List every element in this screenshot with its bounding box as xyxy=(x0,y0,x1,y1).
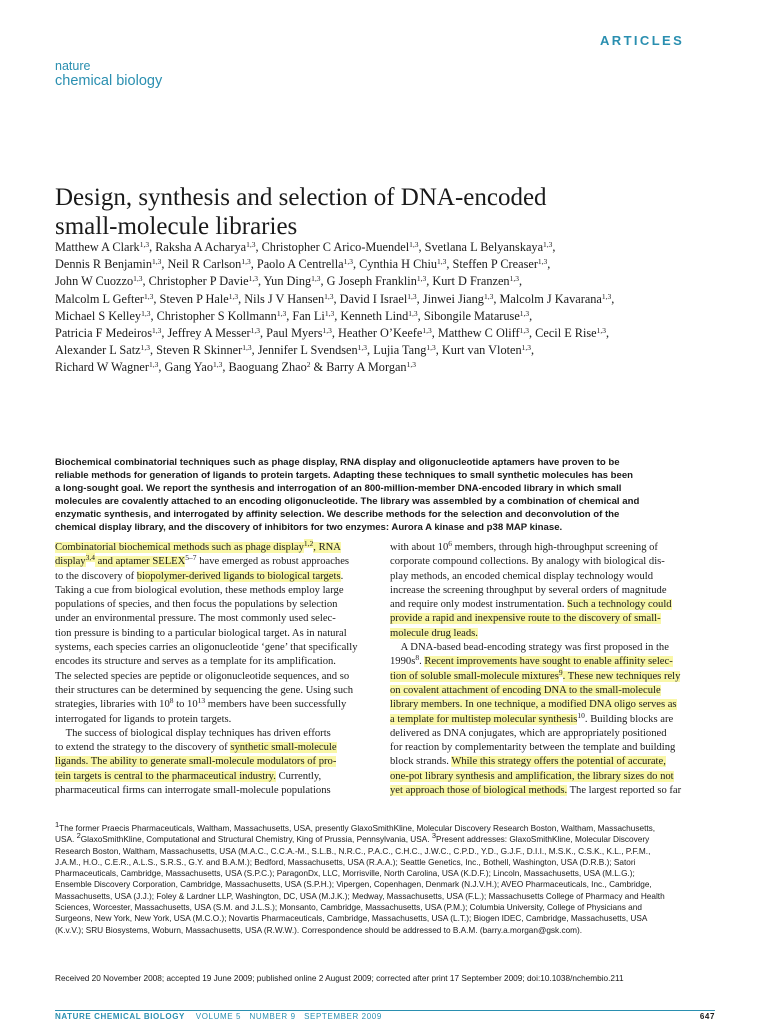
author-name: , xyxy=(552,240,556,254)
author-name: Patricia F Medeiros xyxy=(55,326,152,341)
reference-superscript: 9 xyxy=(558,667,563,677)
author-name: , Cynthia H Chiu xyxy=(352,257,438,272)
author-line xyxy=(55,308,735,325)
body-line xyxy=(390,598,714,612)
affiliation-marker: 1,3 xyxy=(311,274,321,284)
text-run: to the discovery of xyxy=(55,570,137,582)
highlighted-text: ligands. The ability to generate small-molecule modulators of pro- xyxy=(55,756,337,768)
text-run: Currently, xyxy=(275,770,322,782)
text-run: J.A.M., H.O., C.E.R., A.L.S., S.R.S., G.Y. and B.A.M.); Bedford, Massachusetts, USA (R.A.A.); Seattle Genetics, Inc., Bothell, Washington, USA (D.R.B.); Satori xyxy=(55,857,636,867)
affiliation-marker: 1,3 xyxy=(537,257,548,267)
text-run: delivered as DNA conjugates, which are appropriately positioned xyxy=(390,727,667,739)
text-run: The largest reported so far xyxy=(567,785,682,797)
highlighted-text: While this strategy offers the potential of accurate, xyxy=(451,756,666,768)
body-line xyxy=(390,641,714,655)
footnote-line xyxy=(55,891,727,902)
affiliation-marker: 1,3 xyxy=(144,291,154,301)
highlighted-text: and aptamer SELEX xyxy=(94,556,186,568)
footer-issue-info: VOLUME 5 NUMBER 9 SEPTEMBER 2009 xyxy=(195,1012,382,1021)
body-line xyxy=(55,670,379,684)
text-run: encodes its structure and serves as a template for its amplification. xyxy=(55,656,336,668)
body-line xyxy=(390,684,714,698)
author-line xyxy=(55,239,735,256)
affiliation-marker: 1,3 xyxy=(422,326,432,336)
affiliation-marker: 1,3 xyxy=(426,343,436,353)
body-column-left xyxy=(55,541,379,798)
article-title xyxy=(55,183,695,241)
reference-superscript: 6 xyxy=(448,539,453,548)
body-line xyxy=(55,541,379,555)
author-line xyxy=(55,325,735,342)
author-name: , G Joseph Franklin xyxy=(320,274,417,289)
body-line xyxy=(390,541,714,555)
affiliation-marker: 1,3 xyxy=(322,326,332,336)
body-line xyxy=(390,741,714,755)
author-name: , Christopher P Davie xyxy=(142,274,249,289)
text-run: block strands. xyxy=(390,756,452,768)
body-line xyxy=(390,784,714,798)
author-name: , Raksha A Acharya xyxy=(149,240,247,254)
text-run: pharmaceutical firms can interrogate small-molecule populations xyxy=(55,785,331,797)
affiliation-marker: 1,3 xyxy=(152,326,162,336)
text-run: Surgeons, New York, New York, USA (M.C.O.); Novartis Pharmaceuticals, Cambridge, Massachusetts, USA (L.T.); Biogen IDEC, Cambridge, Massachusetts, USA xyxy=(55,914,648,924)
affiliation-marker: 1,3 xyxy=(241,257,251,267)
title-line-1: Design, synthesis and selection of DNA-encoded xyxy=(55,184,547,211)
author-name: , xyxy=(611,291,615,306)
abstract xyxy=(55,456,715,535)
author-name: , Sibongile Mataruse xyxy=(417,308,520,323)
affiliation-marker: 1,3 xyxy=(133,274,143,284)
text-run: Pharmaceuticals, Cambridge, Massachusetts, USA (S.P.C.); ParagonDx, LLC, Morrisville, North Carolina, USA (K.D.F.); Lincoln, Massachusetts, USA (M.L.G.); xyxy=(55,869,635,879)
body-line xyxy=(55,770,379,784)
author-name: , Gang Yao xyxy=(158,360,213,375)
author-name: , Jeffrey A Messer xyxy=(161,326,251,341)
affiliation-marker: 1,3 xyxy=(409,240,419,249)
text-run: USA. xyxy=(55,835,77,845)
affiliation-marker: 1,3 xyxy=(139,240,150,249)
text-run: to extend the strategy to the discovery of xyxy=(55,742,231,754)
body-line xyxy=(390,710,714,727)
highlighted-text: display xyxy=(55,556,86,568)
author-name: , Fan Li xyxy=(286,308,325,323)
body-line xyxy=(55,684,379,698)
reference-superscript: 3 xyxy=(431,831,436,841)
author-line xyxy=(55,273,735,290)
author-name: , Cecil E Rise xyxy=(529,326,597,341)
author-name: Michael S Kelley xyxy=(55,308,142,323)
author-name: , Paolo A Centrella xyxy=(250,257,344,272)
footnote-line xyxy=(55,846,727,857)
text-run: . xyxy=(340,570,344,582)
author-name: , xyxy=(531,343,535,358)
text-run: The success of biological display techniques has driven efforts xyxy=(55,727,331,739)
author-name: , Jennifer L Svendsen xyxy=(251,343,358,358)
highlighted-text: synthetic small-molecule xyxy=(230,742,337,754)
body-line xyxy=(55,741,379,755)
text-run: play methods, an encoded chemical display technology would xyxy=(390,570,654,582)
text-run: for reaction by complementarity between the template and building xyxy=(390,742,676,754)
author-name: , Kenneth Lind xyxy=(334,308,409,323)
author-name: Matthew A Clark xyxy=(55,240,140,254)
author-name: , Steven P Hale xyxy=(153,291,229,306)
author-list xyxy=(55,239,735,377)
body-line xyxy=(55,641,379,655)
footnote-line xyxy=(55,868,727,879)
author-name: , Christopher C Arico-Muendel xyxy=(255,240,410,254)
author-name: , Malcolm J Kavarana xyxy=(493,291,602,306)
page-footer xyxy=(55,1012,715,1024)
highlighted-text: molecule drug leads. xyxy=(390,627,478,639)
abstract-line: reliable methods for generation of ligands to protein targets. Adapting these techniques to small synthetic molecules has been xyxy=(55,470,634,482)
author-name: , Kurt van Vloten xyxy=(435,343,522,358)
footnote-line xyxy=(55,902,727,913)
author-name: , David I Israel xyxy=(333,291,408,306)
affiliation-marker: 1,3 xyxy=(246,240,256,249)
affiliation-marker: 1,3 xyxy=(324,308,335,318)
body-line xyxy=(55,713,379,727)
highlighted-text: on covalent attachment of encoding DNA to the small-molecule xyxy=(390,684,661,696)
author-name: , Baoguang Zhao xyxy=(222,360,307,375)
footnote-line xyxy=(55,879,727,890)
affiliation-marker: 1,3 xyxy=(276,308,287,318)
affiliation-marker: 1,3 xyxy=(242,343,252,353)
text-run: The selected species are peptide or oligonucleotide sequences, and so xyxy=(55,670,350,682)
text-run: increase the screening throughput by several orders of magnitude xyxy=(390,584,667,596)
text-run: strategies, libraries with 10 xyxy=(55,699,170,711)
affiliation-marker: 1,3 xyxy=(483,291,494,301)
author-name: Dennis R Benjamin xyxy=(55,257,153,272)
title-line-2: small-molecule libraries xyxy=(55,213,298,240)
highlighted-text: tein targets is central to the pharmaceutical industry. xyxy=(55,770,276,782)
highlighted-text: Recent improvements have sought to enable affinity selec- xyxy=(424,656,673,668)
highlighted-text: one-pot library synthesis and amplification, the library sizes do not xyxy=(390,770,674,782)
author-name: Alexander L Satz xyxy=(55,343,141,358)
body-line xyxy=(390,555,714,569)
author-name: & Barry A Morgan xyxy=(310,360,407,375)
reference-superscript: 1,2 xyxy=(303,539,314,548)
abstract-line: a long-sought goal. We report the synthesis and interrogation of an 800-million-member DNA-encoded library in which small xyxy=(55,483,622,495)
text-run: tion pressure is binding to a particular biological target. As in natural xyxy=(55,627,347,639)
reference-superscript: 8 xyxy=(415,653,420,663)
text-run: to 10 xyxy=(173,699,198,711)
affiliation-marker: 1,3 xyxy=(141,308,151,318)
author-name: , xyxy=(518,274,523,289)
affiliation-marker: 1,3 xyxy=(357,343,368,353)
affiliation-marker: 1,3 xyxy=(596,326,607,336)
body-line xyxy=(390,727,714,741)
author-name: , Heather O’Keefe xyxy=(331,326,423,341)
affiliation-marker: 1,3 xyxy=(437,257,447,267)
text-run: Research Boston, Waltham, Massachusetts, USA (M.A.C., C.C.A.-M., S.L.B., N.R.C., P.A.C., C.H.C., J.W.C., C.P.D., Y.D., G.J.F., D.I.I., M.S.K., C.S.K., K.L., P.F.M., xyxy=(55,846,651,856)
affiliation-marker: 1,3 xyxy=(519,308,530,318)
affiliation-marker: 1,3 xyxy=(248,274,258,284)
highlighted-text: yet approach those of biological methods. xyxy=(390,785,568,797)
text-run: GlaxoSmithKline, Computational and Structural Chemistry, King of Prussia, Pennsylvania, USA. xyxy=(80,835,432,845)
author-name: , xyxy=(529,308,533,323)
reference-superscript: 8 xyxy=(169,696,174,706)
author-name: , Steffen P Creaser xyxy=(446,257,538,272)
author-name: , Christopher S Kollmann xyxy=(150,308,277,323)
author-name: Richard W Wagner xyxy=(55,360,149,375)
highlighted-text: library members. In one technique, a modified DNA oligo serves as xyxy=(390,699,677,711)
author-line xyxy=(55,256,735,273)
affiliation-marker: 1,3 xyxy=(407,291,417,301)
affiliation-marker: 1,3 xyxy=(519,326,530,336)
body-line xyxy=(390,612,714,626)
author-name: , Steven R Skinner xyxy=(149,343,243,358)
affiliation-marker: 1,3 xyxy=(543,240,553,249)
footnote-line xyxy=(55,820,727,834)
text-run: Ensemble Discovery Corporation, Cambridge, Massachusetts, USA (S.P.H.); Vipergen, Copenhagen, Denmark (N.J.V.H.); AVEO Pharmaceuticals, Inc., Cambridge, xyxy=(55,880,652,890)
text-run: Present addresses: GlaxoSmithKline, Molecular Discovery xyxy=(436,835,650,845)
page-number: 647 xyxy=(699,1012,715,1021)
text-run: 1990s xyxy=(390,656,416,668)
reference-superscript: 3,4 xyxy=(85,553,95,563)
author-line xyxy=(55,291,735,308)
reference-superscript: 10 xyxy=(577,710,585,720)
body-line xyxy=(390,570,714,584)
author-name: , Paul Myers xyxy=(260,326,323,341)
highlighted-text: tion of soluble small-molecule mixtures xyxy=(390,670,559,682)
footnote-line xyxy=(55,913,727,924)
text-run: . Building blocks are xyxy=(584,713,674,725)
body-line xyxy=(55,555,379,569)
author-name: , Svetlana L Belyanskaya xyxy=(418,240,544,254)
logo-line-2: chemical biology xyxy=(55,72,163,89)
author-line xyxy=(55,342,735,359)
text-run: members have been successfully xyxy=(205,699,347,711)
text-run: systems, each species carries an oligonucleotide ‘gene’ that specifically xyxy=(55,642,358,654)
highlighted-text: provide a rapid and inexpensive route to the discovery of small- xyxy=(390,613,661,625)
affiliation-marker: 1,3 xyxy=(601,291,612,301)
author-name: , Yun Ding xyxy=(257,274,312,289)
highlighted-text: a template for multistep molecular synthesis xyxy=(390,713,578,725)
footnote-line xyxy=(55,831,727,845)
logo-line-1: nature xyxy=(55,59,91,73)
text-run: corporate compound collections. By analogy with biological dis- xyxy=(390,556,665,568)
author-name: , Nils J V Hansen xyxy=(238,291,325,306)
footer-journal-name: NATURE CHEMICAL BIOLOGY xyxy=(55,1012,185,1021)
footer-divider xyxy=(55,1010,715,1011)
text-run: Massachusetts, USA (J.J.); Foley & Lardner LLP, Washington, DC, USA (M.J.K.); Medway, Massachusetts, USA (F.L.); Massachusetts College of Pharmacy and Health xyxy=(55,891,665,901)
text-run: with about 10 xyxy=(390,542,449,553)
body-line xyxy=(55,755,379,769)
author-name: , Matthew C Oliff xyxy=(431,326,520,341)
text-run: The former Praecis Pharmaceuticals, Waltham, Massachusetts, USA, presently GlaxoSmithKline, Molecular Discovery Research Boston, Waltham, Massachusetts, xyxy=(59,824,656,833)
affiliation-footnotes xyxy=(55,820,727,936)
abstract-line: molecules are covalently attached to an encoding oligonucleotide. The library was assembled by a combination of chemical and xyxy=(55,496,640,508)
body-line xyxy=(55,570,379,584)
author-name: , Neil R Carlson xyxy=(161,257,242,272)
body-column-right xyxy=(390,541,714,798)
body-line xyxy=(390,584,714,598)
affiliation-marker: 1,3 xyxy=(140,343,150,353)
text-run: and require only modest instrumentation. xyxy=(390,599,568,611)
affiliation-marker: 1,3 xyxy=(509,274,519,284)
text-run: populations of species, and then focus the populations by selection xyxy=(55,599,338,611)
text-run: Sciences, Worcester, Massachusetts, USA (S.M. and J.L.S.); Monsanto, Cambridge, Massachusetts, USA (P.M.); Columbia University, College of Physicians and xyxy=(55,903,642,913)
reference-superscript: 2 xyxy=(76,831,81,841)
affiliation-marker: 1,3 xyxy=(213,360,223,370)
body-line xyxy=(55,784,379,798)
text-run: (K.v.V.); SRU Biosystems, Woburn, Massachusetts, USA (R.W.W.). Correspondence should be addressed to B.A.M. (barry.a.morgan@gsk.com). xyxy=(55,925,583,935)
abstract-line: enzymatic synthesis, and interrogated by affinity selection. We describe methods for the selection and deconvolution of the xyxy=(55,509,620,521)
affiliation-marker: 1,3 xyxy=(228,291,239,301)
text-run: their structures can be determined by sequencing the gene. Using such xyxy=(55,684,354,696)
highlighted-text: Such a technology could xyxy=(567,599,672,611)
body-line xyxy=(390,698,714,712)
text-run: under an environmental pressure. The most commonly used selec- xyxy=(55,613,336,625)
reference-superscript: 5–7 xyxy=(185,553,197,563)
highlighted-text: biopolymer-derived ligands to biological targets xyxy=(136,570,341,582)
affiliation-marker: 1,3 xyxy=(343,257,353,267)
highlighted-text: , RNA xyxy=(313,542,341,553)
affiliation-marker: 1,3 xyxy=(250,326,260,336)
text-run: members, through high-throughput screening of xyxy=(452,542,658,553)
affiliation-marker: 1,3 xyxy=(324,291,334,301)
body-line xyxy=(390,667,714,684)
author-name: John W Cuozzo xyxy=(55,274,134,289)
affiliation-marker: 1,3 xyxy=(416,274,427,284)
section-label: ARTICLES xyxy=(600,33,685,48)
body-line xyxy=(390,627,714,641)
author-line xyxy=(55,359,735,376)
highlighted-text: . These new techniques rely xyxy=(562,670,681,682)
received-dates: Received 20 November 2008; accepted 19 June 2009; published online 2 August 2009; corrected after print 17 September 2009; doi:10.1038/nchembio.211 xyxy=(55,974,624,983)
body-line xyxy=(55,612,379,626)
text-run: A DNA-based bead-encoding strategy was first proposed in the xyxy=(390,642,669,654)
body-line xyxy=(390,755,714,769)
highlighted-text: Combinatorial biochemical methods such as phage display xyxy=(55,542,304,553)
footnote-line xyxy=(55,925,727,936)
author-name: Malcolm L Gefter xyxy=(55,291,145,306)
affiliation-marker: 1,3 xyxy=(148,360,159,370)
body-line xyxy=(390,770,714,784)
body-line xyxy=(390,655,714,669)
abstract-line: chemical display library, and the discovery of inhibitors for two enzymes: Aurora A kinase and p38 MAP kinase. xyxy=(55,522,563,534)
text-run: have emerged as robust approaches xyxy=(196,556,350,568)
text-run: Taking a cue from biological evolution, these methods employ large xyxy=(55,584,344,596)
affiliation-marker: 1,3 xyxy=(152,257,162,267)
affiliation-marker: 1,3 xyxy=(408,308,418,318)
reference-superscript: 13 xyxy=(197,696,206,706)
reference-superscript: 1 xyxy=(55,820,60,829)
text-run: interrogated for ligands to protein targets. xyxy=(55,713,232,725)
abstract-line: Biochemical combinatorial techniques such as phage display, RNA display and oligonucleotide aptamers have proven to be xyxy=(55,457,620,468)
body-line xyxy=(55,727,379,741)
author-name: , xyxy=(547,257,551,272)
body-line xyxy=(55,584,379,598)
author-name: , Lujia Tang xyxy=(367,343,427,358)
body-line xyxy=(55,598,379,612)
text-run: . xyxy=(419,656,425,668)
author-name: , xyxy=(606,326,610,341)
author-name: , Jinwei Jiang xyxy=(416,291,484,306)
author-name: , Kurt D Franzen xyxy=(426,274,510,289)
body-line xyxy=(55,698,379,712)
journal-logo xyxy=(55,60,162,88)
affiliation-marker: 1,3 xyxy=(521,343,531,353)
affiliation-marker: 2 xyxy=(306,360,311,370)
footnote-line xyxy=(55,857,727,868)
affiliation-marker: 1,3 xyxy=(406,360,416,370)
body-line xyxy=(55,627,379,641)
body-line xyxy=(55,655,379,669)
